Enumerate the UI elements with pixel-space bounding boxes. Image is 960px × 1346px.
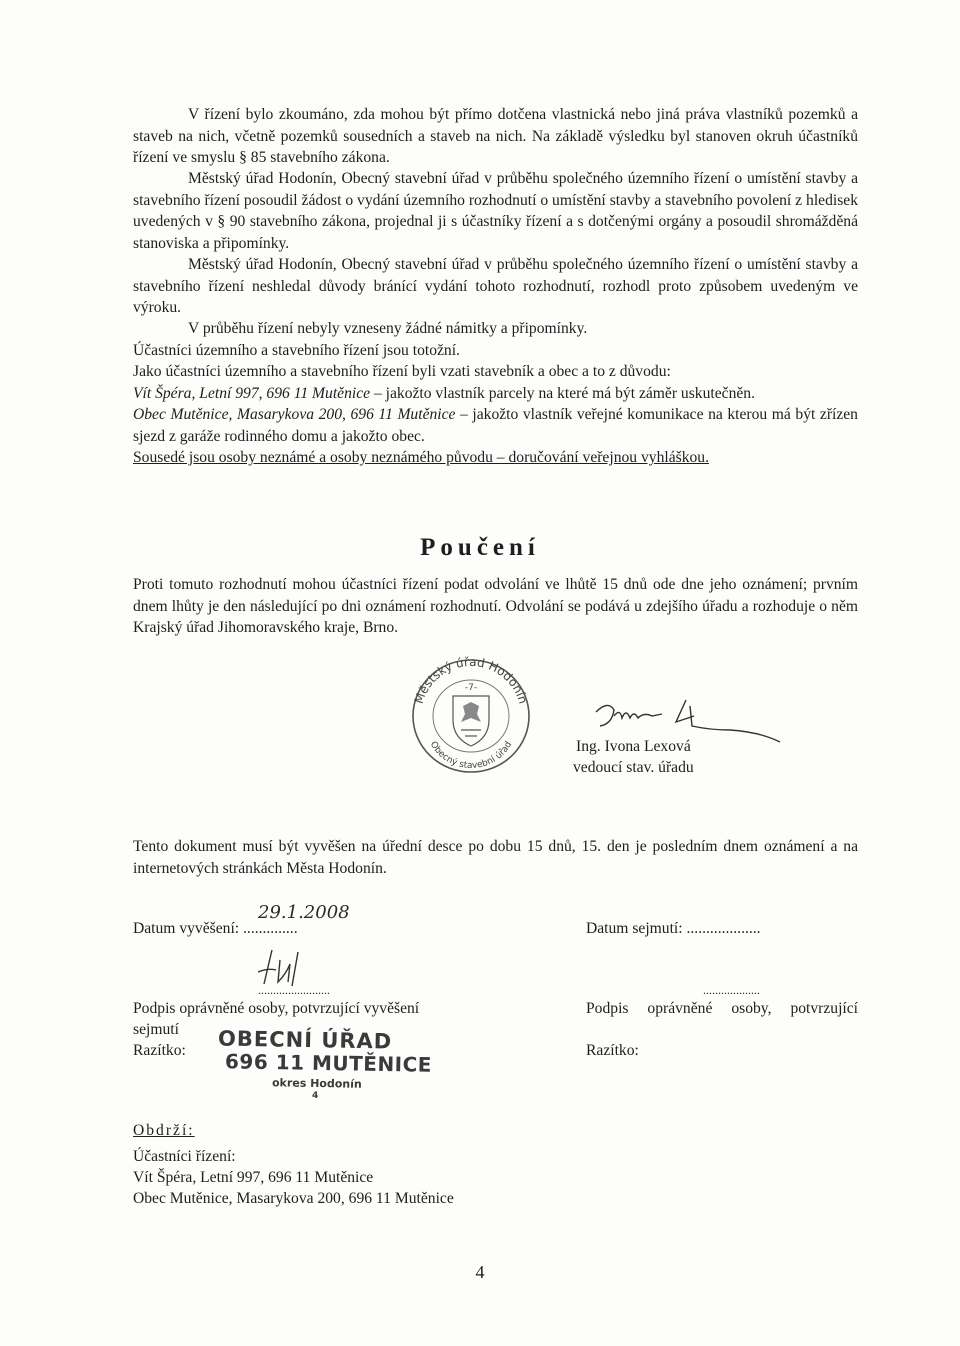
posted-date-handwritten: 29.1.2008 — [258, 902, 350, 923]
coat-of-arms-icon — [453, 696, 489, 746]
stamp-label-right: Razítko: — [586, 1042, 639, 1059]
posted-date-label: Datum vyvěšení: — [133, 920, 240, 937]
paragraph-decision: Městský úřad Hodonín, Obecný stavební úřad v průběhu společného územního řízení o umístění stavby a stavebního řízení neshledal důvody bránící vydání tohoto rozhodnutí, rozhodl proto způsobem uvedeným ve výroku. — [133, 256, 858, 317]
recipients-heading: Obdrží: — [133, 1122, 195, 1139]
participant-builder-name: Vít Špéra, Letní 997, 696 11 Mutěnice — [133, 385, 371, 402]
page-number: 4 — [475, 1262, 485, 1282]
participant-builder — [133, 383, 858, 405]
pouceni-text: Proti tomuto rozhodnutí mohou účastníci řízení podat odvolání ve lhůtě 15 dnů ode dne jeho oznámení; prvním dnem lhůty je den následující po dni oznámení rozhodnutí. Odvolání se podává u zdejšího úřadu a rozhoduje o něm Krajský úřad Jihomoravského kraje, Brno. — [133, 576, 858, 637]
signatory-role: vedoucí stav. úřadu — [573, 759, 694, 776]
stamp-line-office: OBECNÍ ÚŘAD — [217, 1026, 393, 1054]
sign-right-line: Podpis oprávněné osoby, potvrzující — [586, 1000, 858, 1017]
stamp-line-district: okres Hodonín — [271, 1076, 362, 1091]
paragraph-participants-list-intro: Jako účastníci územního a stavebního řízení byli vzati stavebník a obec a to z důvodu: — [133, 363, 671, 380]
recipients-label: Účastníci řízení: — [133, 1148, 236, 1165]
office-round-stamp — [403, 650, 539, 776]
stamp-label-left: Razítko: — [133, 1042, 186, 1059]
removed-date-field — [586, 918, 761, 940]
removed-date-dots: ................... — [686, 920, 761, 937]
sign-left-line2: sejmutí — [133, 1021, 179, 1038]
stamp-bottom-text: Obecný stavební úřad — [427, 739, 515, 772]
recipient-item: Obec Mutěnice, Masarykova 200, 696 11 Mutěnice — [133, 1190, 454, 1207]
participant-builder-reason: – jakožto vlastník parcely na které má být záměr uskutečněn. — [370, 385, 755, 402]
paragraph-participants-scope: V řízení bylo zkoumáno, zda mohou být přímo dotčena vlastnická nebo jiná práva vlastníků pozemků a staveb na nich, včetně pozemků sousedních a staveb na nich. Na základě výsledku byl stanoven okruh účastníků řízení ve smyslu § 85 stavebního zákona. — [133, 106, 858, 167]
posted-date-dots: .............. — [243, 920, 298, 937]
removed-date-label: Datum sejmutí: — [586, 920, 683, 937]
participant-municipality-reason: – jakožto vlastník veřejné komunikace na kterou má být zřízen sjezd z garáže rodinného domu a jakožto obec. — [133, 406, 858, 445]
paragraph-review: Městský úřad Hodonín, Obecný stavební úřad v průběhu společného územního řízení o umístění stavby a stavebního řízení posoudil žádost o vydání územního rozhodnutí o umístění stavby a stavebního povolení z hledisek uvedených v § 90 stavebního zákona, projednal ji s účastníky řízení a s dotčenými orgány a posoudil shromážděná stanoviska a připomínky. — [133, 170, 858, 252]
recipient-item: Vít Špéra, Letní 997, 696 11 Mutěnice — [133, 1169, 374, 1186]
paragraph-participants-same: Účastníci územního a stavebního řízení jsou totožní. — [133, 342, 460, 359]
stamp-ring-text: Městský úřad Hodonín — [411, 654, 531, 706]
sign-left-line1: Podpis oprávněné osoby, potvrzující vyvěšení — [133, 1000, 420, 1017]
stamp-line-number: 4 — [312, 1091, 319, 1101]
stamp-center-number: -7- — [464, 683, 478, 693]
participant-municipality-name: Obec Mutěnice, Masarykova 200, 696 11 Mutěnice — [133, 406, 456, 423]
signatory-name: Ing. Ivona Lexová — [576, 738, 691, 755]
notice-text: Tento dokument musí být vyvěšen na úřední desce po dobu 15 dnů, 15. den je posledním dnem oznámení a na internetových stránkách Města Hodonín. — [133, 838, 858, 877]
participant-municipality — [133, 404, 858, 447]
stamp-line-town: 696 11 MUTĚNICE — [224, 1049, 433, 1077]
paragraph-neighbours: Sousedé jsou osoby neznámé a osoby neznámého původu – doručování veřejnou vyhláškou. — [133, 449, 709, 466]
sign-dots-left: ........................ — [258, 983, 330, 997]
paragraph-no-objections: V průběhu řízení nebyly vzneseny žádné námitky a připomínky. — [188, 320, 588, 337]
pouceni-heading: Poučení — [420, 534, 540, 561]
sign-dots-right: ................... — [703, 983, 760, 997]
